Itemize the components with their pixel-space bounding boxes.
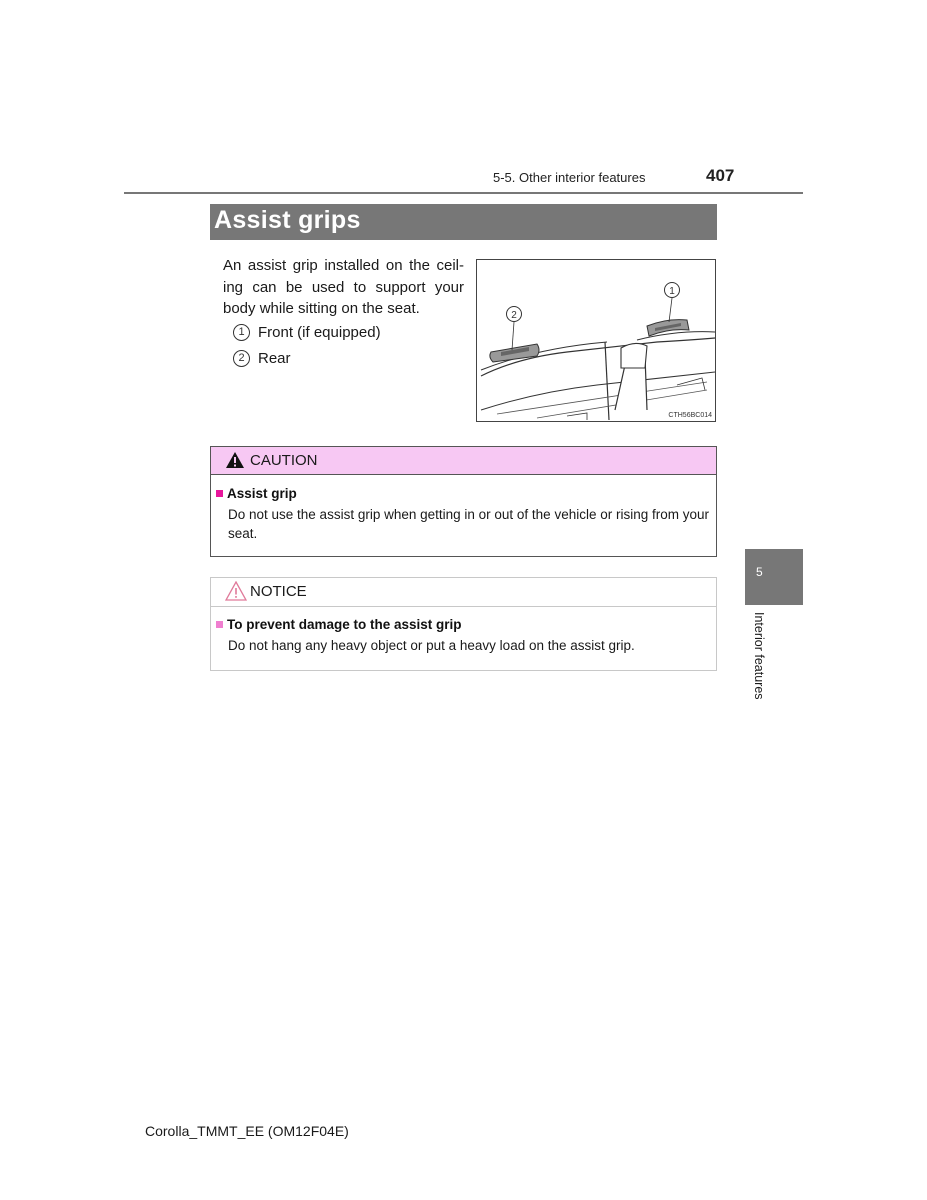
notice-header: [211, 578, 716, 607]
notice-subheading: To prevent damage to the assist grip: [216, 617, 462, 632]
chapter-tab: [745, 549, 803, 605]
bullet-square-icon: [216, 490, 223, 497]
warning-icon: [225, 451, 245, 469]
chapter-label: Interior features: [752, 612, 766, 700]
notice-body: Do not hang any heavy object or put a heavy load on the assist grip.: [228, 638, 635, 653]
list-item-label: Rear: [258, 350, 291, 367]
illustration-callout-1: 1: [669, 286, 675, 297]
illustration-callout-2: 2: [511, 310, 517, 321]
header-section-title: 5-5. Other interior features: [493, 170, 646, 185]
list-item-label: Front (if equipped): [258, 324, 381, 341]
caution-subheading: Assist grip: [216, 486, 297, 501]
bullet-square-icon: [216, 621, 223, 628]
list-item-front: [233, 324, 381, 341]
chapter-number: 5: [756, 565, 763, 579]
title-bar: [210, 204, 717, 240]
page-number: 407: [706, 166, 735, 185]
header-rule: [124, 192, 803, 194]
notice-box: [210, 577, 717, 671]
assist-grip-illustration: [476, 259, 716, 422]
list-item-rear: [233, 350, 291, 367]
caution-body: Do not use the assist grip when getting in or out of the vehicle or rising from your seat.: [228, 507, 709, 541]
page-title: Assist grips: [214, 206, 361, 234]
notice-warning-icon: [225, 581, 247, 601]
callout-number-2: 2: [233, 350, 250, 367]
caution-title: CAUTION: [250, 452, 318, 469]
car-interior-drawing: [477, 260, 715, 421]
notice-title: NOTICE: [250, 583, 307, 600]
illustration-code: CTH56BC014: [668, 412, 712, 419]
footer-doc-id: Corolla_TMMT_EE (OM12F04E): [145, 1123, 349, 1139]
callout-number-1: 1: [233, 324, 250, 341]
caution-box: [210, 446, 717, 557]
intro-paragraph: An assist grip installed on the ceil-ing can be used to support your body while sitting on the seat.: [223, 257, 464, 317]
caution-header: [211, 447, 716, 475]
